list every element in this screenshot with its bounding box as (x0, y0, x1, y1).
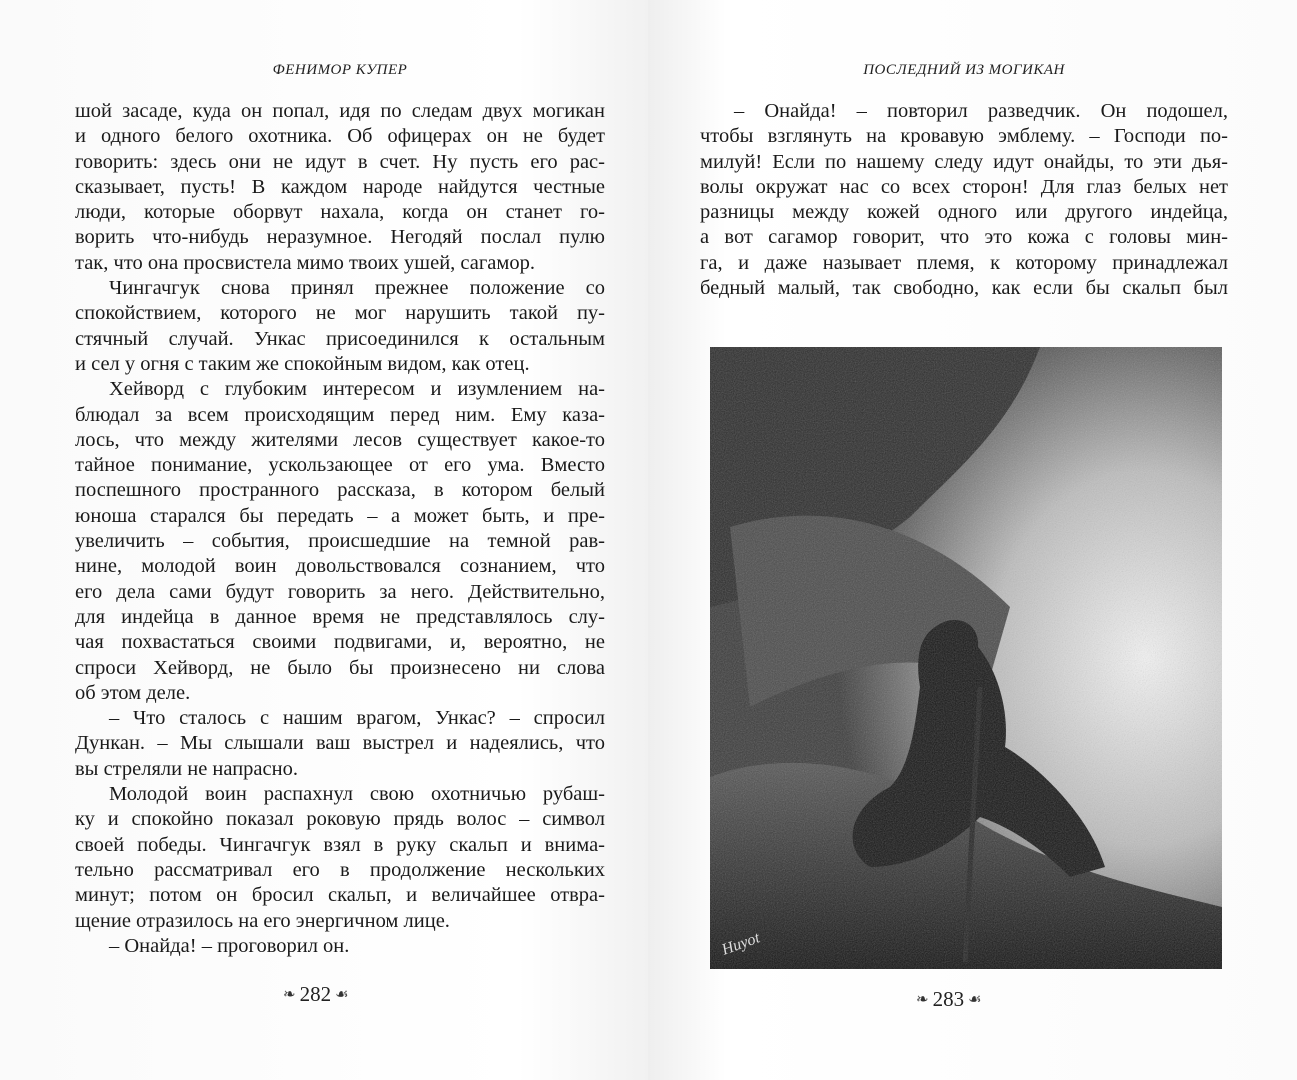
ornament-right-icon: ☙ (968, 992, 982, 1008)
text-line: своей победы. Чингачгук взял в руку скальп и внима- (75, 833, 605, 856)
text-line: и сел у огня с таким же спокойным видом, как отец. (75, 352, 530, 375)
ornament-right-icon: ☙ (335, 987, 349, 1003)
page-number: 283 (932, 987, 965, 1011)
text-line: а вот сагамор говорит, что это кожа с головы мин- (700, 226, 1228, 249)
text-line: чая похвастаться своими подвигами, и, вероятно, не (75, 631, 605, 654)
text-line: нине, молодой воин довольствовался сознанием, что (75, 555, 605, 578)
text-line: минут; потом он бросил скальп, и величайшее отвра- (75, 884, 605, 907)
text-line: шой засаде, куда он попал, идя по следам двух могикан (75, 100, 605, 122)
text-line: чтобы взглянуть на кровавую эмблему. – Господи по- (700, 125, 1228, 148)
text-line: – Онайда! – повторил разведчик. Он подошел, (734, 100, 1228, 122)
text-line: говорить: здесь они не идут в счет. Ну пусть его рас- (75, 150, 605, 173)
text-line: Чингачгук снова принял прежнее положение со (109, 277, 605, 300)
left-page (0, 0, 648, 1080)
text-line: волы окружат нас со всех сторон! Для глаз белых нет (700, 175, 1228, 198)
ornament-left-icon: ❧ (283, 987, 296, 1003)
text-line: поспешного пространного рассказа, в котором белый (75, 479, 605, 502)
text-line: спроси Хейворд, не было бы произнесено ни слова (75, 656, 605, 679)
text-line: лось, что между жителями лесов существует какое-то (75, 428, 605, 451)
text-line: его дела сами будут говорить за него. Действительно, (75, 580, 605, 603)
text-line: – Что сталось с нашим врагом, Ункас? – спросил (109, 707, 605, 730)
text-line: га, и даже называет племя, к которому принадлежал (700, 251, 1228, 274)
page-number-left (283, 982, 349, 1007)
text-line: вы стреляли не напрасно. (75, 757, 298, 780)
text-line: тельно рассматривал его в продолжение нескольких (75, 858, 605, 881)
text-line: об этом деле. (75, 681, 191, 704)
text-line: люди, которые оборвут нахала, когда он станет го- (75, 201, 605, 224)
engraving-illustration (710, 347, 1222, 969)
text-line: ворить что-нибудь неразумное. Негодяй послал пулю (75, 226, 605, 249)
text-line: тайное понимание, ускользающее от его ума. Вместо (75, 454, 605, 477)
text-line: разницы между кожей одного или другого индейца, (700, 201, 1228, 224)
text-line: Молодой воин распахнул свою охотничью рубаш- (109, 783, 605, 806)
page-number-right (916, 987, 982, 1012)
text-line: так, что она просвистела мимо твоих ушей, сагамор. (75, 251, 535, 274)
text-line: спокойствием, которого не мог нарушить такой пу- (75, 302, 605, 325)
text-line: блюдал за всем происходящим перед ним. Ему каза- (75, 403, 605, 426)
text-line: для индейца в данное время не представлялось слу- (75, 605, 605, 628)
left-page-text (75, 99, 605, 959)
text-line: – Онайда! – проговорил он. (109, 934, 350, 957)
text-line: стячный случай. Ункас присоединился к остальным (75, 327, 605, 350)
text-line: сказывает, пусть! В каждом народе найдутся честные (75, 175, 605, 198)
text-line: и одного белого охотника. Об офицерах он не будет (75, 125, 605, 148)
illustration-signature: Huyot (719, 929, 763, 959)
text-line: щение отразилось на его энергичном лице. (75, 909, 450, 932)
right-page (648, 0, 1297, 1080)
text-line: Дункан. – Мы слышали ваш выстрел и надеялись, что (75, 732, 605, 755)
ornament-left-icon: ❧ (916, 992, 929, 1008)
text-line: бедный малый, так свободно, как если бы скальп был (700, 277, 1228, 300)
page-number: 282 (299, 982, 332, 1006)
running-head-title: ПОСЛЕДНИЙ ИЗ МОГИКАН (863, 62, 1065, 78)
text-line: милуй! Если по нашему следу идут онайды, то эти дья- (700, 150, 1228, 173)
text-line: увеличить – события, происшедшие на темной рав- (75, 530, 605, 553)
right-page-text (700, 99, 1228, 301)
running-head-author: ФЕНИМОР КУПЕР (272, 62, 408, 78)
text-line: Хейворд с глубоким интересом и изумлением на- (109, 378, 605, 401)
text-line: ку и спокойно показал роковую прядь волос – символ (75, 808, 605, 831)
text-line: юноша старался бы передать – а может быть, и пре- (75, 504, 605, 527)
